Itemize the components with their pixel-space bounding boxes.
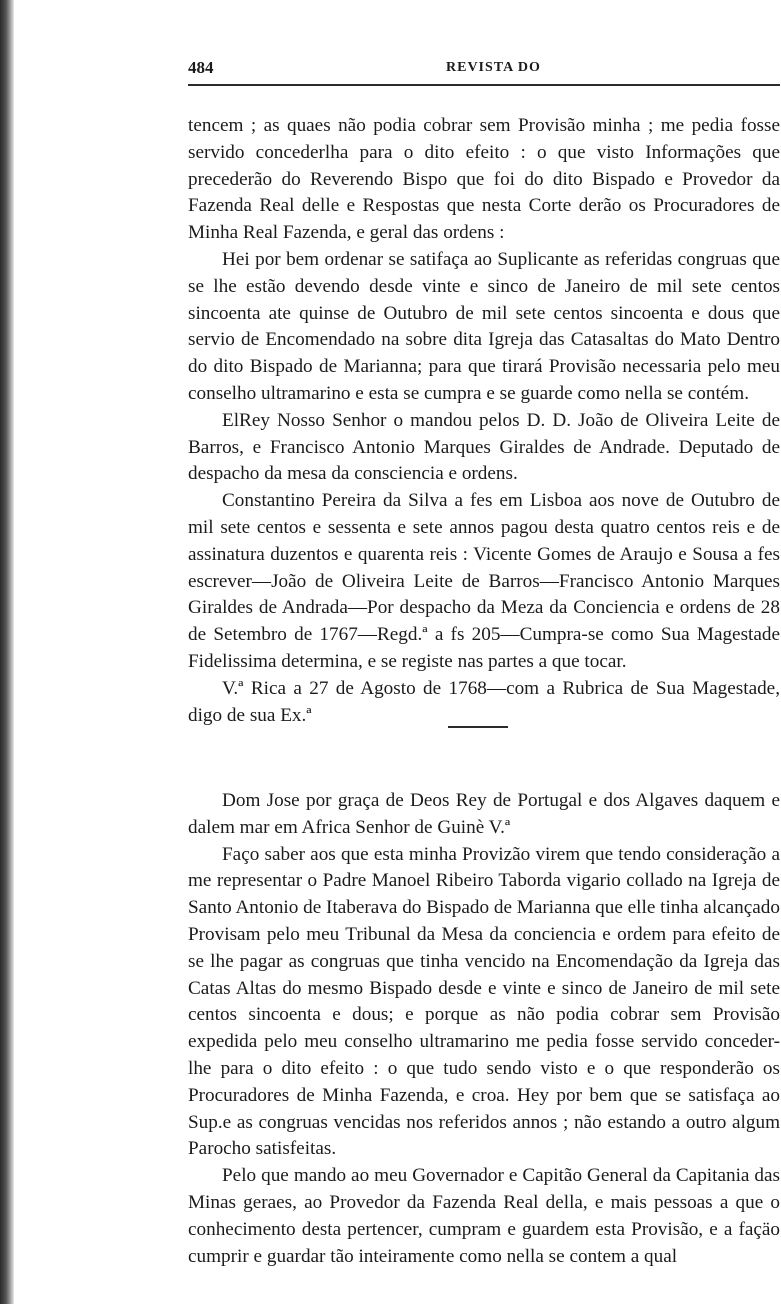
running-title: REVISTA DO [446, 60, 541, 75]
page-number: 484 [188, 58, 214, 77]
paragraph: Dom Jose por graça de Deos Rey de Portugal e dos Algaves daquem e dalem mar em Africa Senhor de Guinè V.ª [188, 790, 780, 838]
page-header [188, 58, 780, 80]
scan-edge [0, 0, 14, 1304]
paragraph: tencem ; as quaes não podia cobrar sem Provisão minha ; me pedia fosse servido concederlha para o dito efeito : o que visto Informações que precederão do Reverendo Bispo que foi do dito Bispado e Provedor da Fazenda Real delle e Respostas que nesta Corte derão os Procuradores de Minha Real Fazenda, e geral das ordens : [188, 115, 780, 244]
paragraph: V.ª Rica a 27 de Agosto de 1768—com a Rubrica de Sua Magestade, digo de sua Ex.ª [188, 677, 780, 726]
section-divider [448, 726, 508, 728]
paragraph: Pelo que mando ao meu Governador e Capitão General da Capitania das Minas geraes, ao Provedor da Fazenda Real della, e mais pessoas a que o conhecimento desta pertencer, cumpram e guardem esta Provisão, e a façäo cumprir e guardar tão inteiramente como nella se contem a qual [188, 1165, 780, 1267]
paragraph: Hei por bem ordenar se satifaça ao Suplicante as referidas congruas que se lhe estão devendo desde vinte e sinco de Janeiro de mil sete centos sincoenta ate quinse de Outubro de mil sete centos sincoenta e dous que servio de Encomendado na sobre dita Igreja das Catasaltas do Mato Dentro do dito Bispado de Marianna; para que tirará Provisão necessaria pelo meu conselho ultramarino e esta se cumpra e se guarde como nella se contém. [188, 248, 780, 404]
paragraph: Constantino Pereira da Silva a fes em Lisboa aos nove de Outubro de mil sete centos e sessenta e sete annos pagou desta quatro centos reis e de assinatura duzentos e quarenta reis : Vicente Gomes de Araujo e Sousa a fes escrever—João de Oliveira Leite de Barros—Francisco Antonio Marques Giraldes de Andrada—Por despacho da Meza da Conciencia e ordens de 28 de Setembro de 1767—Regd.ª a fs 205—Cumpra-se como Sua Magestade Fidelissima determina, e se registe nas partes a que tocar. [188, 490, 780, 672]
paragraph: ElRey Nosso Senhor o mandou pelos D. D. João de Oliveira Leite de Barros, e Francisco Antonio Marques Giraldes de Andrade. Deputado de despacho da mesa da consciencia e ordens. [188, 409, 780, 485]
paragraph: Faço saber aos que esta minha Provizão virem que tendo consideração a me representar o Padre Manoel Ribeiro Taborda vigario collado na Igreja de Santo Antonio de Itaberava do Bispado de Marianna que elle tinha alcançado Provisam pelo meu Tribunal da Mesa da conciencia e ordem para efeito de se lhe pagar as congruas que tinha vencido na Encomendação da Igreja das Catas Altas do mesmo Bispado desde e vinte e sinco de Janeiro de mil sete centos sincoenta e dous; e porque as não podia cobrar sem Provisão expedida pelo meu conselho ultramarino me pedia fosse servido conceder-lhe para o dito efeito : o que tudo sendo visto e o que responderão os Procuradores de Minha Fazenda, e croa. Hey por bem que se satisfaça ao Sup.e as congruas vencidas nos referidos annos ; não estando a outro algum Parocho satisfeitas. [188, 843, 780, 1160]
text-block-1 [188, 113, 780, 729]
text-block-2 [188, 788, 780, 1270]
header-rule [188, 84, 780, 86]
